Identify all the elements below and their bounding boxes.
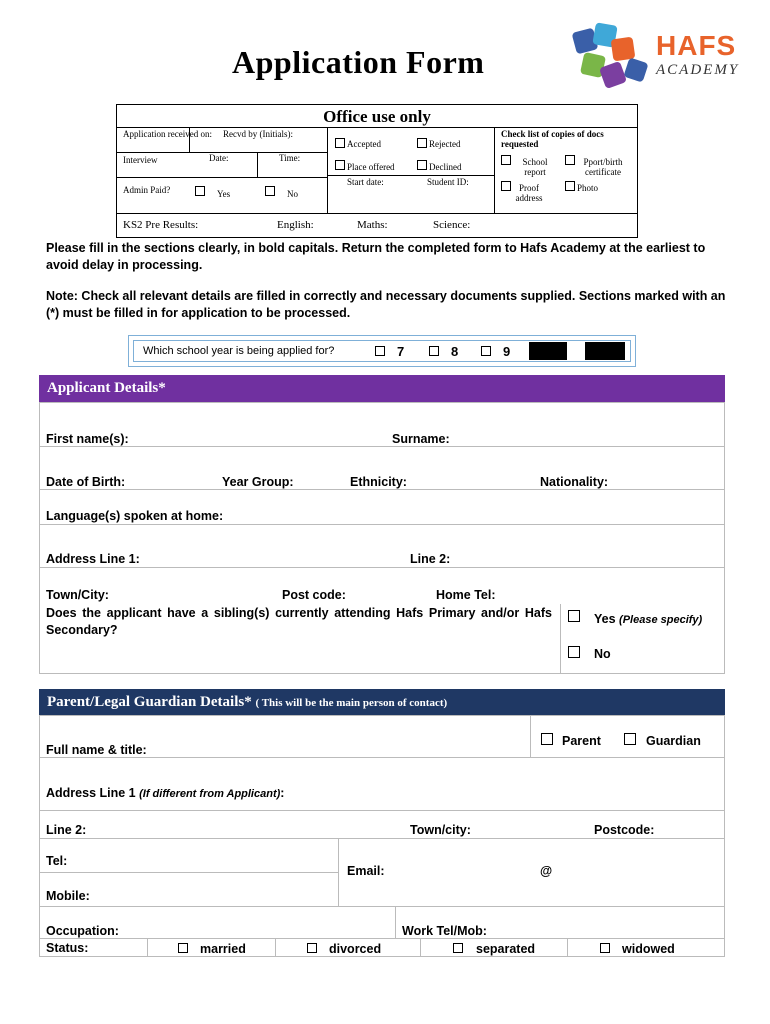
sibling-question: Does the applicant have a sibling(s) currently attending Hafs Primary and/or Hafs Secondary? (46, 606, 552, 637)
proof-address-label: Proof address (515, 183, 543, 203)
time-label: Time: (279, 153, 301, 163)
email-at: @ (540, 864, 553, 878)
nationality-label: Nationality: (540, 475, 609, 489)
admin-yes-label: Yes (217, 189, 231, 199)
sibling-yes-label: Yes (Please specify) (594, 612, 703, 626)
guardian-heading-note: ( This will be the main person of contact) (255, 697, 448, 709)
admin-paid-label: Admin Paid? (123, 185, 171, 195)
redacted-block (529, 342, 567, 360)
checklist-label: Check list of copies of docs requested (501, 129, 604, 149)
admin-no-label: No (287, 189, 298, 199)
married-label: married (200, 942, 246, 956)
photo-label: Photo (577, 183, 599, 193)
pport-label: Pport/birth certificate (583, 157, 623, 177)
full-name-label: Full name & title: (46, 743, 147, 757)
year-9-checkbox[interactable] (481, 346, 491, 356)
start-date-label: Start date: (347, 177, 384, 187)
address1-label: Address Line 1: (46, 552, 140, 566)
sibling-no-label: No (594, 647, 611, 661)
year-9-label: 9 (503, 344, 511, 359)
accepted-checkbox[interactable] (335, 138, 345, 148)
english-label: English: (277, 219, 314, 231)
year-8-label: 8 (451, 344, 459, 359)
logo-name: HAFS (656, 30, 737, 61)
office-use-table (116, 104, 638, 238)
declined-checkbox[interactable] (417, 160, 427, 170)
redacted-block (585, 342, 625, 360)
widowed-label: widowed (622, 942, 675, 956)
proof-address-checkbox[interactable] (501, 181, 511, 191)
sibling-yes-note: (Please specify) (619, 614, 703, 626)
app-received-label: Application received on: (123, 129, 212, 139)
student-id-label: Student ID: (427, 177, 469, 187)
note-text: Note: Check all relevant details are filled in correctly and necessary documents supplied. Sections marked with an (*) must be filled in for application to be processed. (46, 289, 726, 320)
email-label: Email: (347, 864, 385, 878)
year-8-checkbox[interactable] (429, 346, 439, 356)
widowed-checkbox[interactable] (600, 943, 610, 953)
pport-checkbox[interactable] (565, 155, 575, 165)
guardian-heading: Parent/Legal Guardian Details* (47, 694, 252, 710)
rejected-checkbox[interactable] (417, 138, 427, 148)
admin-no-checkbox[interactable] (265, 186, 275, 196)
home-tel-label: Home Tel: (436, 588, 496, 602)
guardian-postcode-label: Postcode: (594, 823, 655, 837)
admin-yes-checkbox[interactable] (195, 186, 205, 196)
ethnicity-label: Ethnicity: (350, 475, 407, 489)
sibling-yes-checkbox[interactable] (568, 610, 580, 622)
mobile-label: Mobile: (46, 889, 90, 903)
interview-label: Interview (123, 155, 158, 165)
place-offered-label: Place offered (347, 162, 395, 172)
year-question: Which school year is being applied for? (143, 345, 335, 357)
town-label: Town/City: (46, 588, 109, 602)
ks2-label: KS2 Pre Results: (123, 219, 199, 231)
married-checkbox[interactable] (178, 943, 188, 953)
dob-label: Date of Birth: (46, 475, 126, 489)
date-label: Date: (209, 153, 229, 163)
year-7-checkbox[interactable] (375, 346, 385, 356)
place-offered-checkbox[interactable] (335, 160, 345, 170)
first-names-label: First name(s): (46, 432, 129, 446)
work-tel-label: Work Tel/Mob: (402, 924, 487, 938)
tel-label: Tel: (46, 854, 68, 868)
recvd-by-label: Recvd by (Initials): (223, 129, 293, 139)
accepted-label: Accepted (347, 139, 381, 149)
guardian-town-label: Town/city: (410, 823, 471, 837)
year-selection (128, 335, 636, 367)
separated-checkbox[interactable] (453, 943, 463, 953)
science-label: Science: (433, 219, 471, 231)
postcode-label: Post code: (282, 588, 346, 602)
declined-label: Declined (429, 162, 462, 172)
divorced-label: divorced (329, 942, 382, 956)
surname-label: Surname: (392, 432, 450, 446)
language-label: Language(s) spoken at home: (46, 509, 224, 523)
separated-label: separated (476, 942, 536, 956)
maths-label: Maths: (357, 219, 388, 231)
sibling-no-checkbox[interactable] (568, 646, 580, 658)
logo-sub: ACADEMY (656, 62, 740, 78)
page-title: Application Form (232, 44, 485, 80)
parent-checkbox[interactable] (541, 733, 553, 745)
school-report-label: School report (522, 157, 548, 177)
school-report-checkbox[interactable] (501, 155, 511, 165)
address1-note: (If different from Applicant) (139, 788, 281, 800)
guardian-header (39, 689, 725, 715)
line2-label: Line 2: (410, 552, 451, 566)
guardian-line2-label: Line 2: (46, 823, 87, 837)
instructions-text: Please fill in the sections clearly, in bold capitals. Return the completed form to Hafs Academy at the earliest to avoid delay in processing. (46, 241, 706, 272)
year-group-label: Year Group: (222, 475, 294, 489)
guardian-label: Guardian (646, 734, 701, 748)
parent-label: Parent (562, 734, 601, 748)
occupation-label: Occupation: (46, 924, 119, 938)
office-heading: Office use only (323, 107, 431, 126)
status-label: Status: (46, 941, 89, 955)
rejected-label: Rejected (429, 139, 461, 149)
divorced-checkbox[interactable] (307, 943, 317, 953)
year-7-label: 7 (397, 344, 405, 359)
applicant-header: Applicant Details* (39, 375, 725, 402)
guardian-checkbox[interactable] (624, 733, 636, 745)
guardian-address1-label: Address Line 1 (If different from Applicant): (46, 786, 285, 800)
photo-checkbox[interactable] (565, 181, 575, 191)
